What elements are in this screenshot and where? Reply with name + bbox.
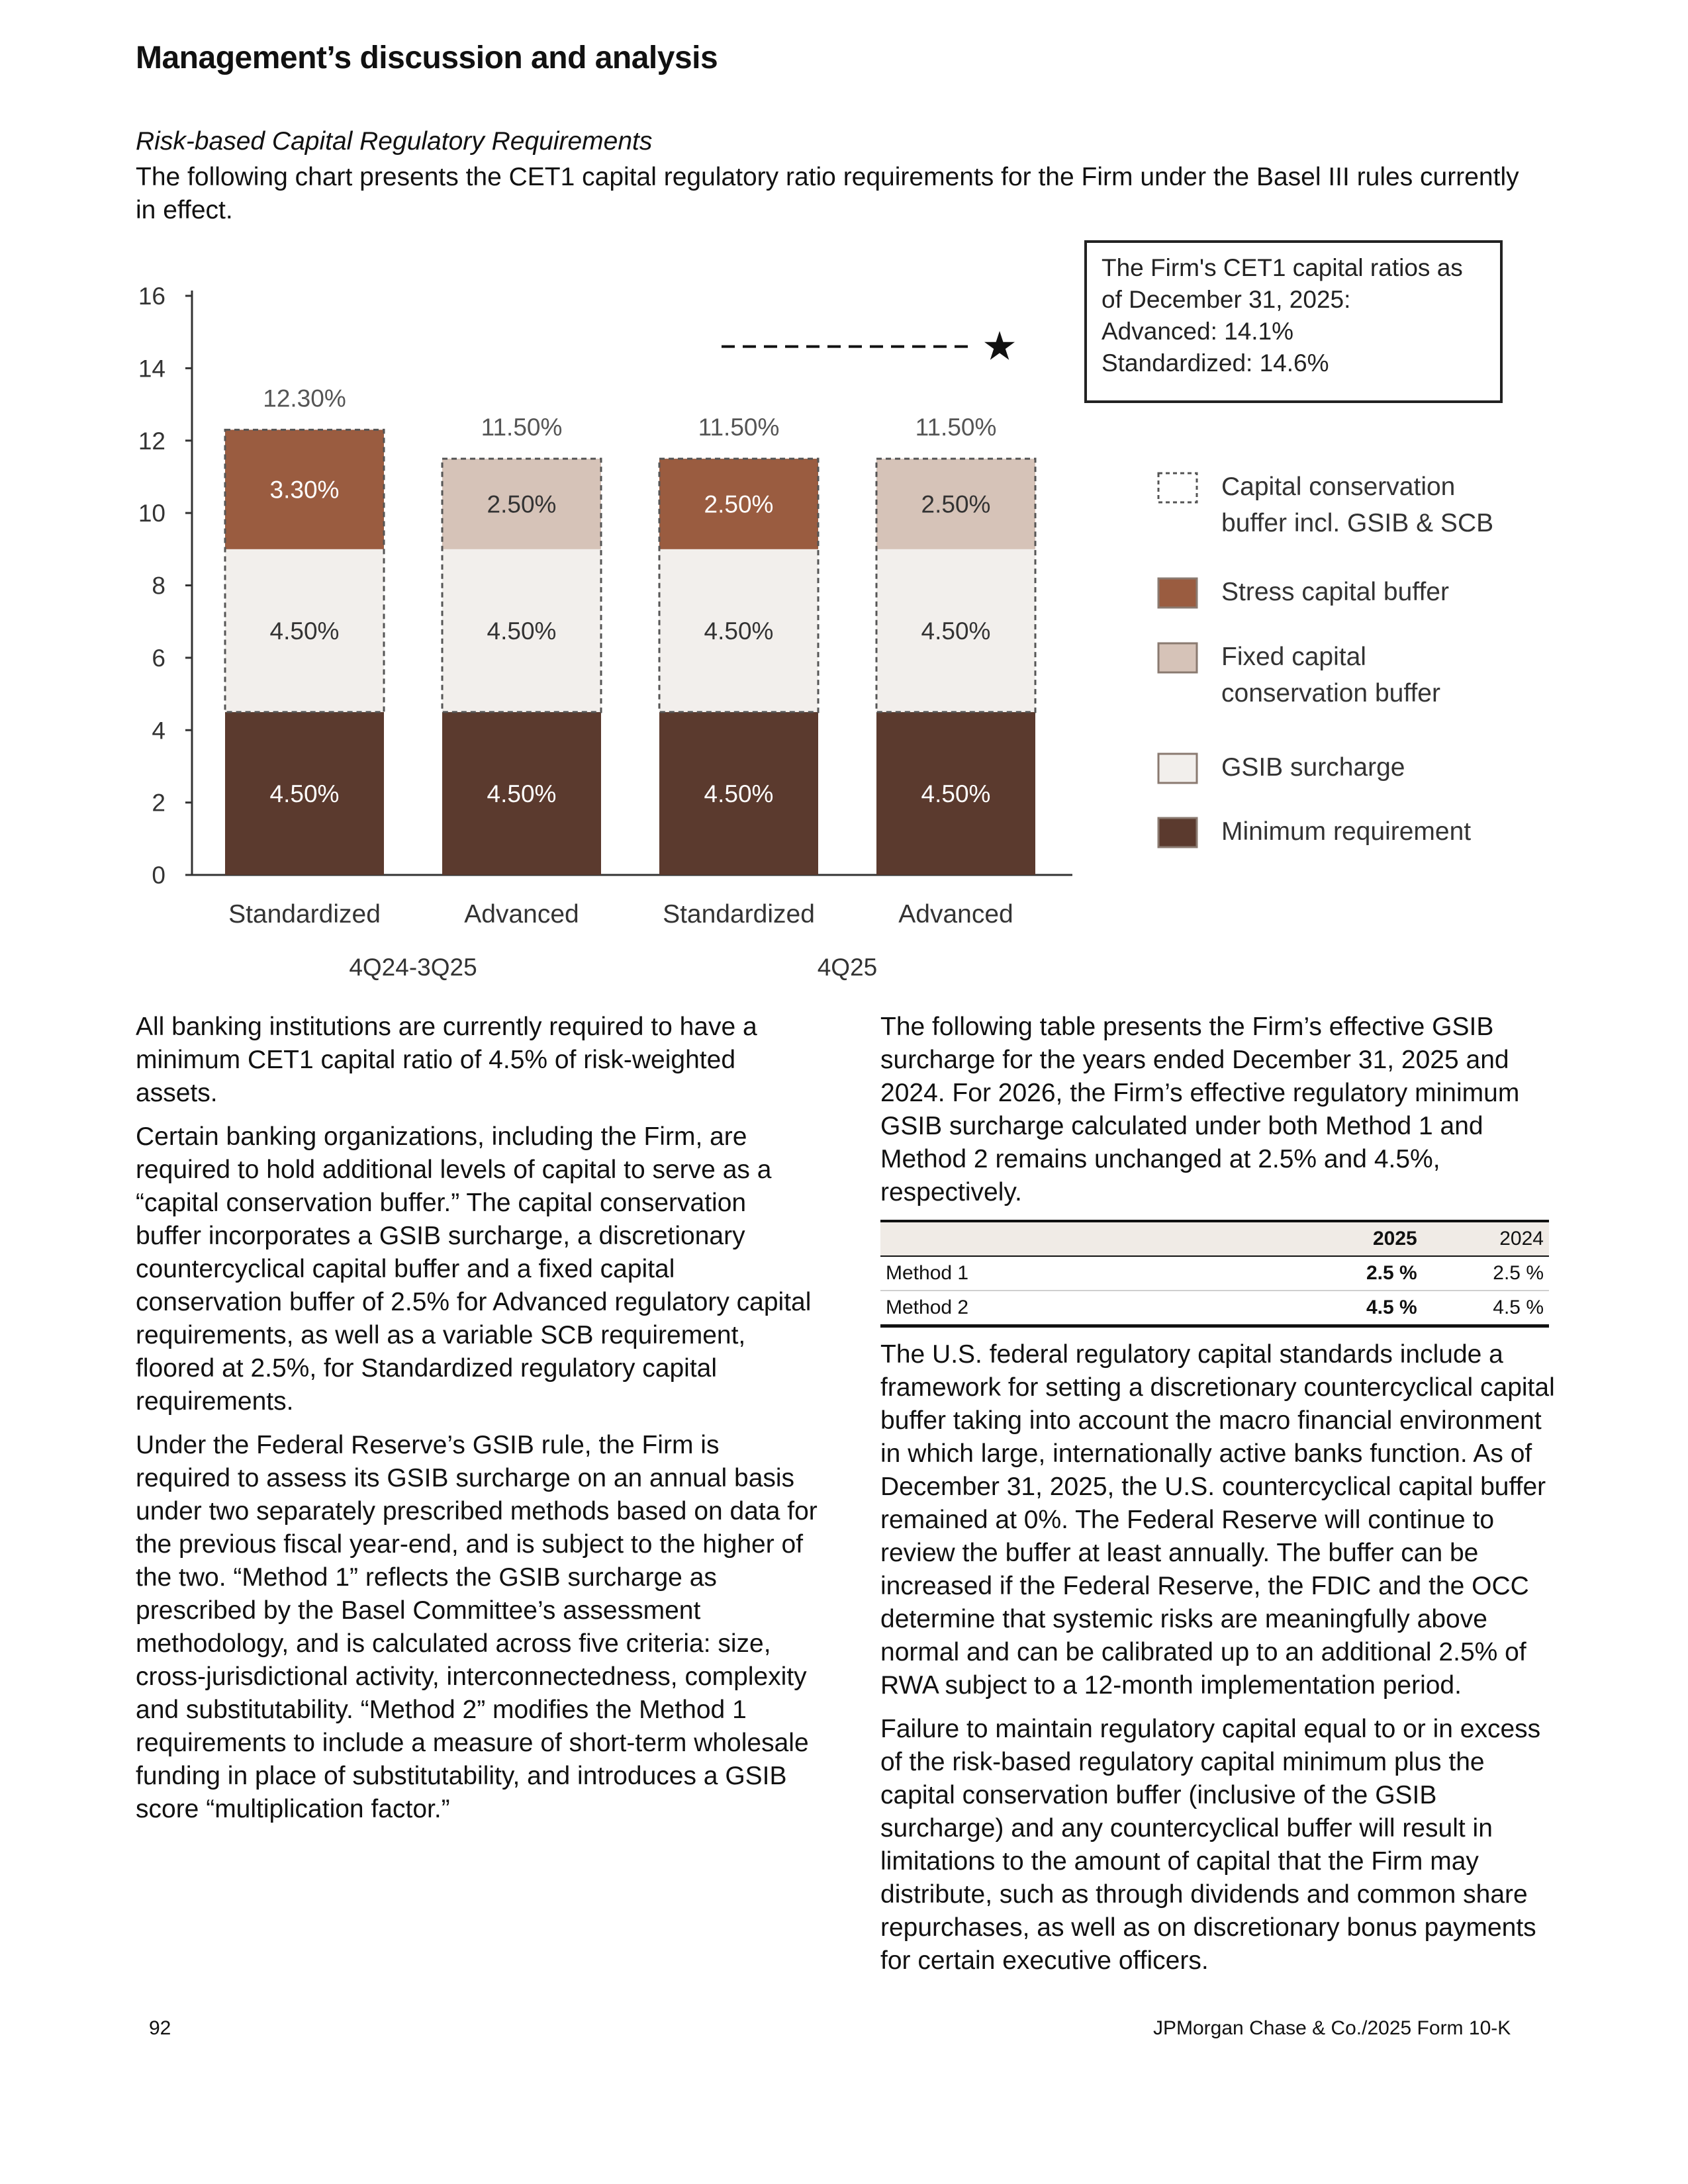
page-number: 92 (149, 2017, 171, 2039)
legend-swatch (1158, 643, 1197, 672)
legend-label: Fixed capital (1221, 643, 1366, 671)
paragraph-gsib-rule: Under the Federal Reserve’s GSIB rule, the Firm is required to assess its GSIB surcharge on an annual basis under two separately prescribed methods based on data for the previous fiscal year-end, and is subject to the higher of the two. “Method 1” reflects the GSIB surcharge as prescribed by the Basel Committee’s assessment methodology, and is calculated across five criteria: size, cross-jurisdictional activity, interconnectedness, complexity and substitutability. “Method 2” modifies the Method 1 requirements to include a measure of short-term wholesale funding in place of substitutability, and introduces a GSIB score “multiplication factor.” (136, 1431, 818, 1823)
footer-text: JPMorgan Chase & Co./2025 Form 10-K (1153, 2017, 1511, 2039)
legend-swatch (1158, 473, 1197, 502)
bar-segment-label: 4.50% (269, 780, 340, 807)
bar-segment-label: 4.50% (704, 780, 774, 807)
bar-total-label: 11.50% (481, 414, 563, 441)
y-tick-label: 0 (152, 862, 165, 889)
x-group-label: 4Q25 (817, 954, 878, 981)
legend-label: GSIB surcharge (1221, 753, 1405, 782)
bar-total-label: 12.30% (263, 385, 346, 412)
paragraph-gsib-table-intro: The following table presents the Firm’s effective GSIB surcharge for the years ended December 31, 2025 and 2024. For 2026, the Firm’s effective regulatory minimum GSIB surcharge calculated under both Method 1 and Method 2 remains unchanged at 2.5% and 4.5%, respectively. (880, 1013, 1520, 1206)
x-category-label: Advanced (898, 900, 1013, 929)
y-tick-label: 6 (152, 644, 165, 672)
table-header-row (880, 1221, 1549, 1256)
bar-segment-label: 4.50% (921, 617, 991, 645)
legend-label: buffer incl. GSIB & SCB (1221, 509, 1494, 537)
bar-segment-label: 2.50% (921, 490, 991, 518)
table-header-2025: 2025 (1372, 1228, 1417, 1250)
table-header-label (880, 1221, 1284, 1256)
x-category-label: Advanced (464, 900, 579, 929)
legend-label: Capital conservation (1221, 473, 1456, 501)
annotation-line: The Firm's CET1 capital ratios as (1102, 254, 1463, 281)
x-group-label: 4Q24-3Q25 (349, 954, 477, 981)
cet1-requirements-chart (126, 235, 1569, 996)
bar-segment-label: 4.50% (269, 617, 340, 645)
paragraph-minimum-ratio: All banking institutions are currently required to have a minimum CET1 capital ratio of 4.5% of risk-weighted assets. (136, 1013, 757, 1107)
annotation-line: of December 31, 2025: (1102, 286, 1351, 313)
row-label-method-2: Method 2 (886, 1297, 969, 1318)
y-tick-label: 4 (152, 717, 165, 745)
table-row (880, 1291, 1549, 1326)
y-tick-label: 16 (138, 283, 165, 310)
y-tick-label: 10 (138, 500, 165, 527)
cell-method-1-2025: 2.5 % (1366, 1262, 1417, 1284)
cell-method-2-2024: 4.5 % (1493, 1297, 1544, 1318)
annotation-line: Advanced: 14.1% (1102, 318, 1294, 345)
cell-method-1-2024: 2.5 % (1493, 1262, 1544, 1284)
legend-label: Minimum requirement (1221, 817, 1472, 846)
left-column (136, 1011, 818, 1837)
y-tick-label: 8 (152, 572, 165, 600)
cell-method-2-2025: 4.5 % (1366, 1297, 1417, 1318)
legend-swatch (1158, 754, 1197, 783)
row-label-method-1: Method 1 (886, 1262, 969, 1284)
legend-label: conservation buffer (1221, 679, 1440, 707)
legend-label: Stress capital buffer (1221, 578, 1449, 606)
bar-segment-label: 4.50% (487, 780, 557, 807)
bar-segment-label: 2.50% (487, 490, 557, 518)
section-intro: The following chart presents the CET1 capital regulatory ratio requirements for the Firm under the Basel III rules currently in effect. (136, 163, 1519, 224)
table-row (880, 1256, 1549, 1291)
legend-swatch (1158, 578, 1197, 608)
gsib-surcharge-table (880, 1220, 1549, 1328)
y-tick-label: 12 (138, 427, 165, 455)
bar-total-label: 11.50% (698, 414, 780, 441)
bar-segment-label: 4.50% (487, 617, 557, 645)
section-subtitle: Risk-based Capital Regulatory Requirements (136, 127, 653, 156)
page-header-title: Management’s discussion and analysis (136, 40, 718, 75)
paragraph-capital-conservation-buffer: Certain banking organizations, including the Firm, are required to hold additional levels of capital to serve as a “capital conservation buffer.” The capital conservation buffer incorporates a GSIB surcharge, a discretionary countercyclical capital buffer and a fixed capital conservation buffer of 2.5% for Advanced regulatory capital requirements, as well as a variable SCB requirement, floored at 2.5%, for Standardized regulatory capital requirements. (136, 1122, 812, 1416)
annotation-line: Standardized: 14.6% (1102, 349, 1329, 377)
bar-segment-label: 2.50% (704, 490, 774, 518)
table-header-2024: 2024 (1499, 1228, 1544, 1250)
x-category-label: Standardized (228, 900, 381, 929)
bar-segment-label: 3.30% (269, 476, 340, 504)
bar-total-label: 11.50% (915, 414, 997, 441)
x-category-label: Standardized (663, 900, 815, 929)
bar-segment-label: 4.50% (921, 780, 991, 807)
y-tick-label: 14 (138, 355, 165, 383)
paragraph-countercyclical-buffer: The U.S. federal regulatory capital standards include a framework for setting a discretionary countercyclical capital buffer taking into account the macro financial environment in which large, internationally active banks function. As of December 31, 2025, the U.S. countercyclical capital buffer remained at 0%. The Federal Reserve will continue to review the buffer at least annually. The buffer can be increased if the Federal Reserve, the FDIC and the OCC determine that systemic risks are meaningfully above normal and can be calibrated up to an additional 2.5% of RWA subject to a 12-month implementation period. (880, 1340, 1555, 1700)
legend-swatch (1158, 818, 1197, 847)
right-column (880, 1011, 1556, 1988)
y-tick-label: 2 (152, 789, 165, 817)
paragraph-failure-to-maintain: Failure to maintain regulatory capital equal to or in excess of the risk-based regulatory capital minimum plus the capital conservation buffer (inclusive of the GSIB surcharge) and any countercyclical buffer will result in limitations to the amount of capital that the Firm may distribute, such as through dividends and common share repurchases, as well as on discretionary bonus payments for certain executive officers. (880, 1715, 1541, 1975)
star-icon: ★ (982, 323, 1017, 370)
bar-segment-label: 4.50% (704, 617, 774, 645)
